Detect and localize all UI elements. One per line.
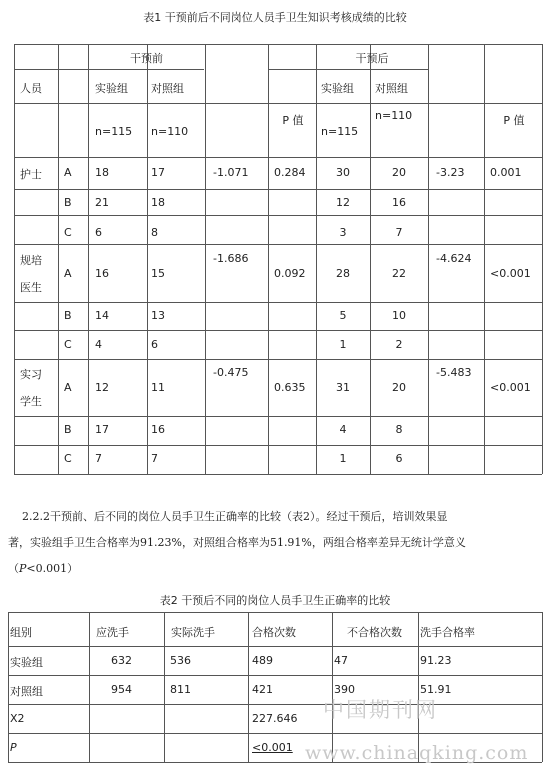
row-before-exp: 16 — [95, 267, 109, 280]
header-ctrl-after: 对照组 — [375, 82, 408, 95]
paragraph-line1 — [8, 504, 542, 530]
row-before-ctrl: 7 — [151, 452, 158, 465]
row-before-exp: 21 — [95, 196, 109, 209]
group-t-after: -3.23 — [436, 166, 465, 179]
table1-rule — [14, 215, 542, 216]
row-level: C — [64, 452, 72, 465]
table1-rule — [14, 44, 542, 45]
row-after-ctrl: 22 — [392, 267, 406, 280]
row-after-ctrl: 8 — [395, 423, 403, 436]
row-before-exp: 4 — [95, 338, 102, 351]
paragraph-line3 — [8, 556, 542, 582]
group-p-after: <0.001 — [490, 267, 531, 280]
table1-rule — [316, 44, 317, 474]
header-exp-before: 实验组 — [95, 82, 128, 95]
table2-rule — [248, 612, 249, 762]
table2-header-cell: 不合格次数 — [347, 626, 402, 639]
row-before-exp: 12 — [95, 381, 109, 394]
group-name: 学生 — [20, 395, 42, 408]
table2-title: 表2 干预后不同的岗位人员手卫生正确率的比较 — [159, 594, 391, 607]
table2-rule — [164, 612, 165, 762]
header-n-exp-before: n=115 — [95, 125, 133, 138]
table2-rule — [542, 612, 543, 762]
row-level: B — [64, 196, 72, 209]
row-before-exp: 7 — [95, 452, 102, 465]
group-p-after: 0.001 — [490, 166, 522, 179]
table2-cell: 536 — [170, 654, 191, 667]
table2-header-cell: 洗手合格率 — [420, 626, 475, 639]
table2-row-label: P — [10, 741, 17, 754]
table1-rule — [268, 69, 428, 70]
row-before-exp: 14 — [95, 309, 109, 322]
group-name: 医生 — [20, 281, 42, 294]
row-after-ctrl: 20 — [392, 381, 406, 394]
table2-cell: 811 — [170, 683, 191, 696]
table1-rule — [88, 44, 89, 474]
row-level: A — [64, 381, 72, 394]
group-t-after: -4.624 — [436, 252, 472, 265]
table2-row-label: 对照组 — [10, 685, 43, 698]
row-after-exp: 1 — [339, 338, 347, 351]
table2-header-cell: 组别 — [10, 626, 32, 639]
header-p-after: P 值 — [503, 114, 525, 127]
row-before-ctrl: 16 — [151, 423, 165, 436]
row-after-exp: 31 — [336, 381, 350, 394]
row-after-ctrl: 2 — [395, 338, 403, 351]
table2-rule — [332, 612, 333, 762]
row-after-exp: 3 — [339, 226, 347, 239]
row-after-ctrl: 20 — [392, 166, 406, 179]
table1-rule — [14, 189, 542, 190]
table2-row-label: X2 — [10, 712, 25, 725]
table1-rule — [14, 44, 15, 474]
table1-rule — [58, 44, 59, 474]
paragraph-line2: 著，实验组手卫生合格率为91.23%，对照组合格率为51.91%，两组合格率差异无统计学意义 — [8, 536, 466, 549]
table1-rule — [14, 103, 542, 104]
row-level: B — [64, 423, 72, 436]
table1-rule — [14, 330, 542, 331]
table1-rule — [542, 44, 543, 474]
para-line3-open: （ — [8, 562, 19, 575]
header-after: 干预后 — [355, 52, 389, 65]
row-before-exp: 6 — [95, 226, 102, 239]
group-p-before: 0.284 — [274, 166, 306, 179]
table1-rule — [14, 157, 542, 158]
header-ctrl-before: 对照组 — [151, 82, 184, 95]
group-t-after: -5.483 — [436, 366, 472, 379]
table1-rule — [484, 44, 485, 474]
table2-cell: 954 — [111, 683, 132, 696]
row-after-exp: 1 — [339, 452, 347, 465]
group-t-before: -1.686 — [213, 252, 249, 265]
table2-row-label: 实验组 — [10, 656, 43, 669]
table1-rule — [268, 44, 269, 474]
row-after-ctrl: 10 — [392, 309, 406, 322]
para-line1-text: 2.2.2干预前、后不同的岗位人员手卫生正确率的比较（表2）。经过干预后，培训效果显 — [22, 510, 448, 523]
watermark-url: www.chinaqking.com — [305, 742, 529, 764]
table1-rule — [14, 359, 542, 360]
table1-rule — [370, 44, 371, 474]
group-t-before: -0.475 — [213, 366, 249, 379]
row-after-exp: 12 — [336, 196, 350, 209]
group-name: 实习 — [20, 368, 42, 381]
table1-rule — [14, 474, 542, 475]
group-p-before: 0.092 — [274, 267, 306, 280]
row-after-exp: 28 — [336, 267, 350, 280]
table1-rule — [147, 44, 148, 474]
watermark-cn: 中国期刊网 — [323, 698, 438, 722]
table2-rule — [8, 612, 9, 762]
table1-rule — [14, 244, 542, 245]
group-t-before: -1.071 — [213, 166, 249, 179]
table2-rule — [418, 612, 419, 762]
table2-cell: 51.91 — [420, 683, 452, 696]
row-level: C — [64, 226, 72, 239]
row-before-exp: 18 — [95, 166, 109, 179]
row-before-exp: 17 — [95, 423, 109, 436]
table1-rule — [428, 44, 429, 474]
row-before-ctrl: 8 — [151, 226, 158, 239]
table2-cell: 390 — [334, 683, 355, 696]
table2-header-cell: 应洗手 — [96, 626, 129, 639]
table2-cell: <0.001 — [252, 741, 293, 754]
header-person: 人员 — [20, 82, 42, 95]
row-level: C — [64, 338, 72, 351]
header-p-before: P 值 — [282, 114, 304, 127]
row-after-exp: 30 — [336, 166, 350, 179]
row-level: A — [64, 267, 72, 280]
row-after-exp: 5 — [339, 309, 347, 322]
row-before-ctrl: 6 — [151, 338, 158, 351]
table1-rule — [14, 302, 542, 303]
row-before-ctrl: 18 — [151, 196, 165, 209]
table1-title: 表1 干预前后不同岗位人员手卫生知识考核成绩的比较 — [143, 11, 407, 24]
table1-rule — [14, 69, 204, 70]
header-n-exp-after: n=115 — [321, 125, 359, 138]
group-p-after: <0.001 — [490, 381, 531, 394]
para-line3-rest: <0.001） — [26, 562, 79, 575]
row-after-ctrl: 6 — [395, 452, 403, 465]
group-name: 护士 — [20, 168, 42, 181]
row-level: A — [64, 166, 72, 179]
table2-header-cell: 合格次数 — [252, 626, 296, 639]
table2-cell: 47 — [334, 654, 348, 667]
header-n-ctrl-after: n=110 — [375, 109, 413, 122]
table2-header-cell: 实际洗手 — [171, 626, 215, 639]
table2-cell: 489 — [252, 654, 273, 667]
row-level: B — [64, 309, 72, 322]
header-before: 干预前 — [130, 52, 163, 65]
row-after-ctrl: 7 — [395, 226, 403, 239]
row-before-ctrl: 15 — [151, 267, 165, 280]
row-before-ctrl: 13 — [151, 309, 165, 322]
table1-rule — [205, 44, 206, 474]
table2-cell: 91.23 — [420, 654, 452, 667]
header-n-ctrl-before: n=110 — [151, 125, 189, 138]
row-after-ctrl: 16 — [392, 196, 406, 209]
table1-rule — [14, 416, 542, 417]
row-before-ctrl: 17 — [151, 166, 165, 179]
header-exp-after: 实验组 — [321, 82, 354, 95]
row-before-ctrl: 11 — [151, 381, 165, 394]
table2-cell: 227.646 — [252, 712, 298, 725]
table2-cell: 632 — [111, 654, 132, 667]
row-after-exp: 4 — [339, 423, 347, 436]
group-p-before: 0.635 — [274, 381, 306, 394]
group-name: 规培 — [20, 254, 42, 267]
para-line3-p: P — [19, 562, 27, 575]
table1-rule — [14, 445, 542, 446]
table2-cell: 421 — [252, 683, 273, 696]
